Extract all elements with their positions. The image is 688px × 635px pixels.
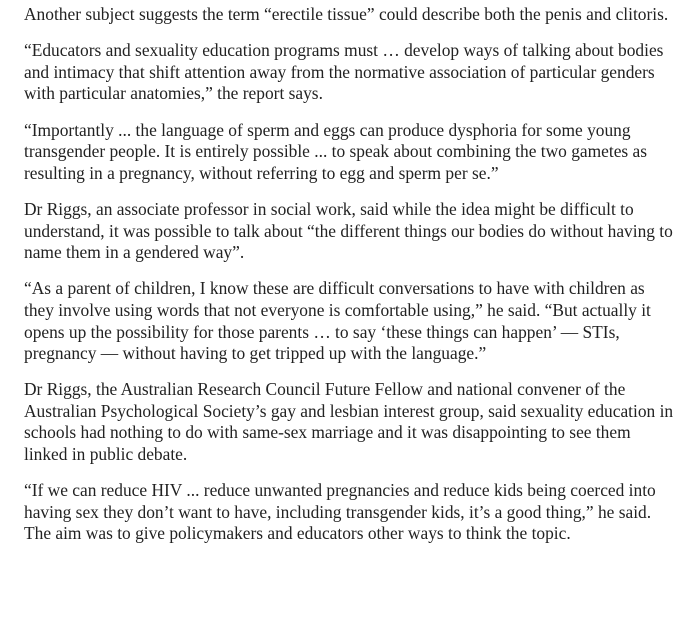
paragraph-educators-quote: “Educators and sexuality education programs must … develop ways of talking about bodies and intimacy that shift attention away from the normative association of particular genders with particular anatomies,” the report says. <box>24 40 664 104</box>
paragraph-riggs-fellow: Dr Riggs, the Australian Research Council Future Fellow and national convener of the Australian Psychological Society’s gay and lesbian interest group, said sexuality education in schools had nothing to do with same-sex marriage and it was disappointing to see them linked in public debate. <box>24 379 674 465</box>
paragraph-hiv-quote: “If we can reduce HIV ... reduce unwanted pregnancies and reduce kids being coerced into having sex they don’t want to have, including transgender kids, it’s a good thing,” he said. The aim was to give policymakers and educators other ways to think the topic. <box>24 480 656 544</box>
paragraph-erectile-tissue: Another subject suggests the term “erectile tissue” could describe both the penis and clitoris. <box>24 4 669 24</box>
paragraph-parent-quote: “As a parent of children, I know these are difficult conversations to have with children as they involve using words that not everyone is comfortable using,” he said. “But actually it opens up the possibility for those parents … to say ‘these things can happen’ — STIs, pregnancy — without having to get tripped up with the language.” <box>24 278 651 364</box>
paragraph-riggs-professor: Dr Riggs, an associate professor in social work, said while the idea might be difficult to understand, it was possible to talk about “the different things our bodies do without having to name them in a gendered way”. <box>24 198 673 263</box>
paragraph-dysphoria-quote: “Importantly ... the language of sperm and eggs can produce dysphoria for some young transgender people. It is entirely possible ... to speak about combining the two gametes as resulting in a pregnancy, without referring to egg and sperm per se.” <box>24 119 648 183</box>
